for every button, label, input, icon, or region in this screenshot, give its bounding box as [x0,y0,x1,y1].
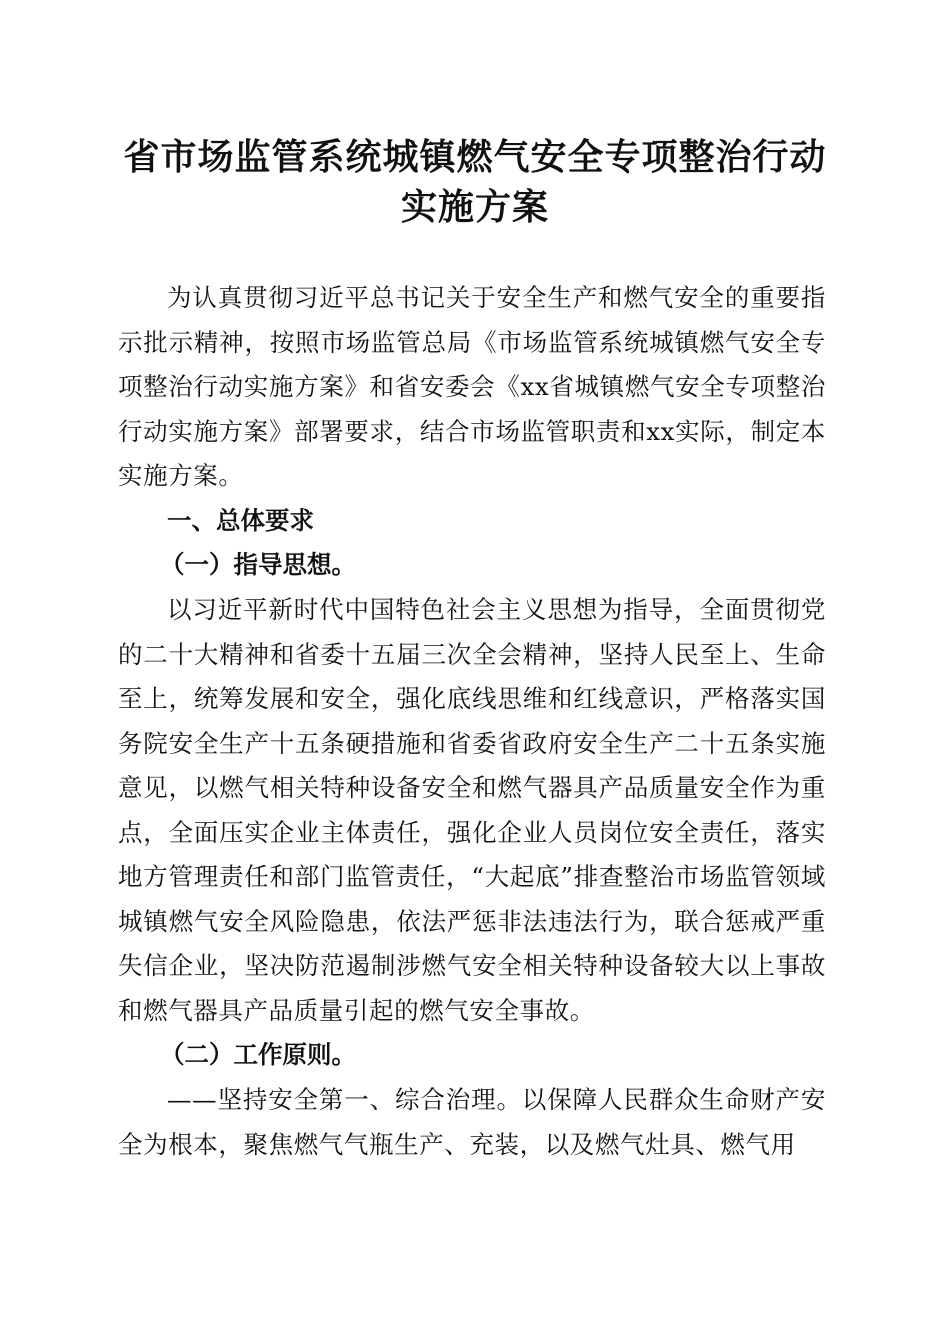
guiding-ideology-paragraph: 以习近平新时代中国特色社会主义思想为指导，全面贯彻党的二十大精神和省委十五届三次全会精神，坚持人民至上、生命至上，统筹发展和安全，强化底线思维和红线意识，严格落实国务院安全生产十五条硬措施和省委省政府安全生产二十五条实施意见，以燃气相关特种设备安全和燃气器具产品质量安全作为重点，全面压实企业主体责任，强化企业人员岗位安全责任，落实地方管理责任和部门监管责任，“大起底”排查整治市场监管领域城镇燃气安全风险隐患，依法严惩非法违法行为，联合惩戒严重失信企业，坚决防范遏制涉燃气安全相关特种设备较大以上事故和燃气器具产品质量引起的燃气安全事故。 [118,595,826,1025]
subsection-heading-guiding-ideology: （一）指导思想。 [160,550,356,579]
section-heading-general-requirements: 一、总体要求 [167,506,314,535]
intro-paragraph: 为认真贯彻习近平总书记关于安全生产和燃气安全的重要指示批示精神，按照市场监管总局《市场监管系统城镇燃气安全专项整治行动实施方案》和省安委会《xx省城镇燃气安全专项整治行动实施方案》部署要求，结合市场监管职责和xx实际，制定本实施方案。 [118,283,826,490]
work-principles-paragraph: ——坚持安全第一、综合治理。以保障人民群众生命财产安全为根本，聚焦燃气气瓶生产、充装，以及燃气灶具、燃气用 [118,1085,826,1159]
document-title: 省市场监管系统城镇燃气安全专项整治行动实施方案 [123,136,827,228]
subsection-heading-work-principles: （二）工作原则。 [160,1040,356,1069]
